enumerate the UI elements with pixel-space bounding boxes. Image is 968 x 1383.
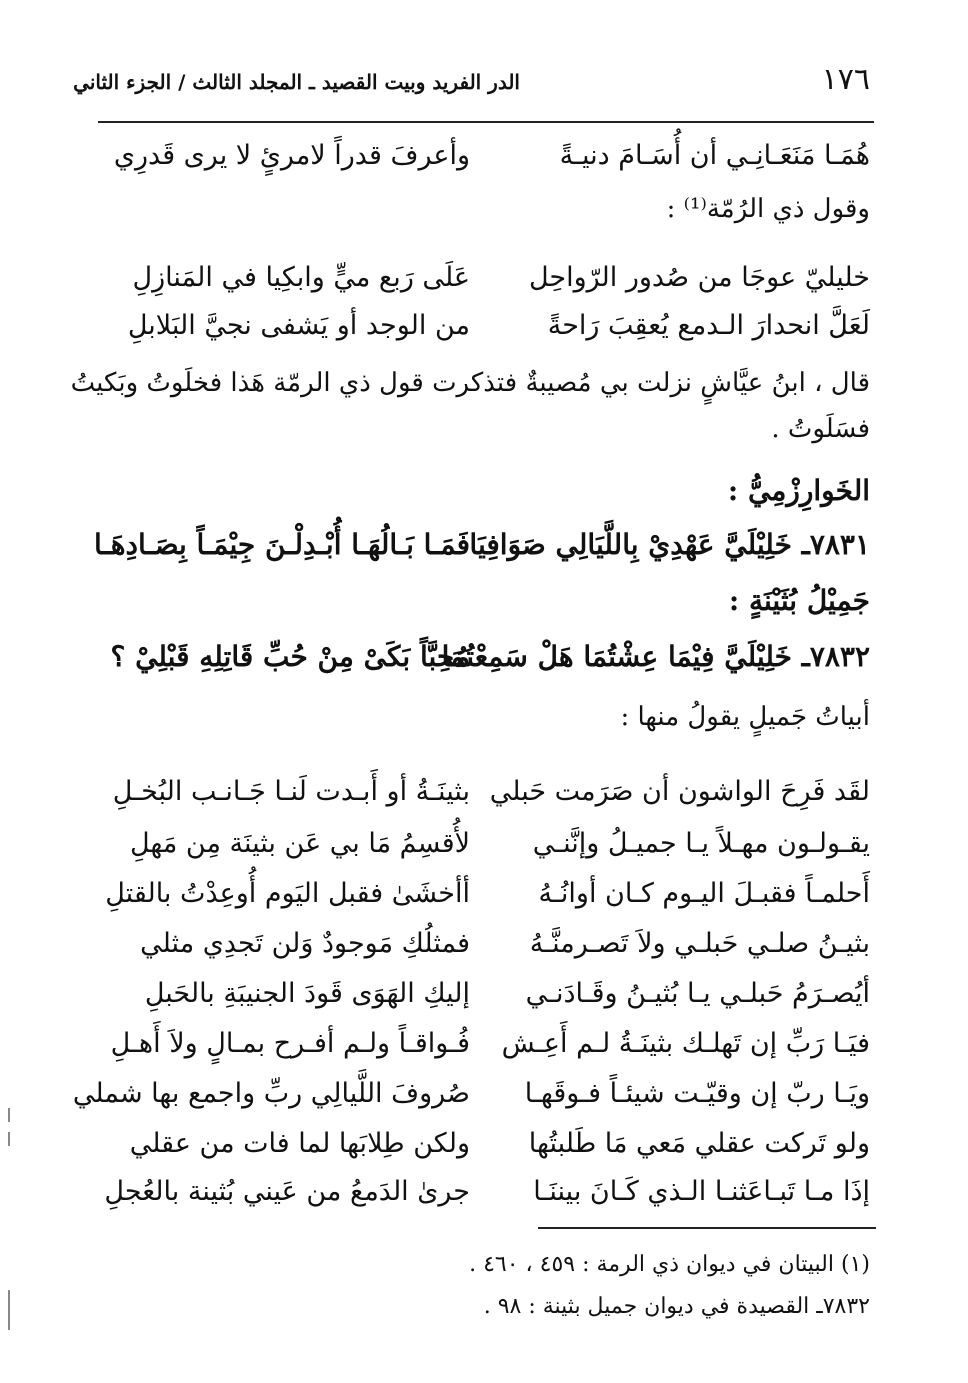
verse-hemistich-right: بثيـنُ صلـي حَبلـي ولاَ تَصـرمنَّـهُ — [529, 928, 870, 959]
header-divider — [98, 121, 874, 123]
verse-hemistich-left: ولكن طِلابَها لما فات من عقلي — [129, 1128, 470, 1159]
page-number: ١٧٦ — [821, 62, 870, 97]
verse-hemistich-left: جرىٰ الدَمعُ من عَيني بُثينة بالعُجلِ — [104, 1176, 470, 1207]
poet-name: جَمِيْلُ بُثَيْنَةٍ : — [728, 584, 870, 617]
verse-hemistich-left: إليكِ الهَوَى قَودَ الجنيبَةِ بالحَبلِ — [144, 978, 470, 1009]
verse-hemistich-left: وأعرفَ قدراً لامرئٍ لا يرى قَدرِي — [113, 140, 470, 171]
verse-hemistich-left: فمثلُكِ مَوجودٌ وَلن تَجدِي مثلي — [140, 928, 470, 959]
intro-dhi-rumma: وقول ذي الرُمّة⁽¹⁾ : — [666, 194, 870, 224]
poet-name: الخَوارِزْمِيُّ : — [727, 474, 870, 507]
scan-edge-mark — [8, 1108, 10, 1122]
verse-hemistich-right: هُمَـا مَنَعَـانِـي أن أُسَـامَ دنيـةً — [559, 140, 870, 171]
prose-line: قال ، ابنُ عيَّاشٍ نزلت بي مُصيبةٌ فتذكرت قول ذي الرمّة هَذا فخلَوتُ وبَكيتُ — [70, 368, 870, 398]
verse-hemistich-right: أيُصـرَمُ حَبلـي يـا بُثيـنُ وقَـادَنـي — [525, 978, 870, 1009]
verse-hemistich-right: خليليّ عوجَا من صُدور الرّواحِل — [528, 262, 870, 293]
verse-hemistich-right: ولو تَركت عقلي مَعي مَا طَلبتُها — [528, 1128, 870, 1159]
verse-hemistich-right: فيَـا رَبِّ إن تَهلـك بثينَـةُ لـم أَعِـش — [501, 1028, 870, 1059]
footnote: ٧٨٣٢ـ القصيدة في ديوان جميل بثينة : ٩٨ . — [483, 1294, 870, 1319]
verse-hemistich-right: ويَـا ربّ إن وقيّـت شيئـاً فـوقَهـا — [524, 1078, 870, 1109]
verse-hemistich-right: يقـولـون مهـلاً يـا جميـلُ وإنَّنـي — [532, 828, 870, 859]
verse-hemistich-left: بثينَـةُ أو أَبـدت لَنـا جَـانـب البُخـلِ — [112, 776, 470, 807]
verse-hemistich-left: من الوجد أو يَشفى نجيَّ البَلابلِ — [127, 310, 470, 341]
prose-line: فسَلَوتُ . — [771, 414, 870, 444]
scan-edge-mark — [8, 1290, 10, 1330]
verse-hemistich-left: فَمَـا بَـالُهَـا أُبْـدِلْـنَ جِيْمَـاً بِصَـادِهَـا — [94, 528, 470, 561]
verse-hemistich-right: ٧٨٣١ـ خَلِيْلَيَّ عَهْدِيْ بِاللَّيَالِي صَوَافِيَا — [469, 528, 870, 561]
intro-jamil: أبياتُ جَميلٍ يقولُ منها : — [620, 702, 870, 732]
verse-hemistich-right: لقَد فَرِحَ الواشون أن صَرَمت حَبلي — [489, 776, 870, 807]
verse-hemistich-right: أَحلمـاً فقبـلَ اليـوم كـان أوانُـهُ — [538, 878, 870, 909]
verse-hemistich-right: إذَا مـا تَبـاعَثنـا الـذي كَـانَ بيننَـا — [533, 1176, 870, 1207]
scan-edge-mark — [8, 1132, 10, 1146]
verse-hemistich-left: فُـواقـاً ولـم أفـرح بمـالٍ ولاَ أَهـلِ — [110, 1028, 470, 1059]
verse-hemistich-left: لأُقسِمُ مَا بي عَن بثينَة مِن مَهلِ — [129, 828, 470, 859]
running-header: الدر الفريد وبيت القصيد ـ المجلد الثالث / الجزء الثاني — [73, 70, 520, 94]
verse-hemistich-left: عَلَى رَبع ميٍّ وابكِيا في المَنازِلِ — [132, 262, 470, 293]
verse-hemistich-left: صُروفَ اللَّيالِي ربِّ واجمع بها شملي — [72, 1078, 470, 1109]
verse-hemistich-right: لَعَلَّ انحدارَ الـدمع يُعقِبَ رَاحةً — [547, 310, 870, 341]
verse-hemistich-left: أأخشَىٰ فقبل اليَوم أُوعِدْتُ بالقتلِ — [105, 878, 470, 909]
footnote-divider — [538, 1227, 876, 1229]
verse-hemistich-right: ٧٨٣٢ـ خَلِيْلَيَّ فِيْمَا عِشْتُمَا هَلْ سَمِعْتُمَا — [441, 640, 870, 673]
verse-hemistich-left: مُحِبَّاً بَكَىْ مِنْ حُبِّ قَاتِلِهِ قَبْلِيْ ؟ — [110, 640, 470, 673]
footnote: (١) البيتان في ديوان ذي الرمة : ٤٥٩ ، ٤٦٠ . — [469, 1252, 870, 1277]
